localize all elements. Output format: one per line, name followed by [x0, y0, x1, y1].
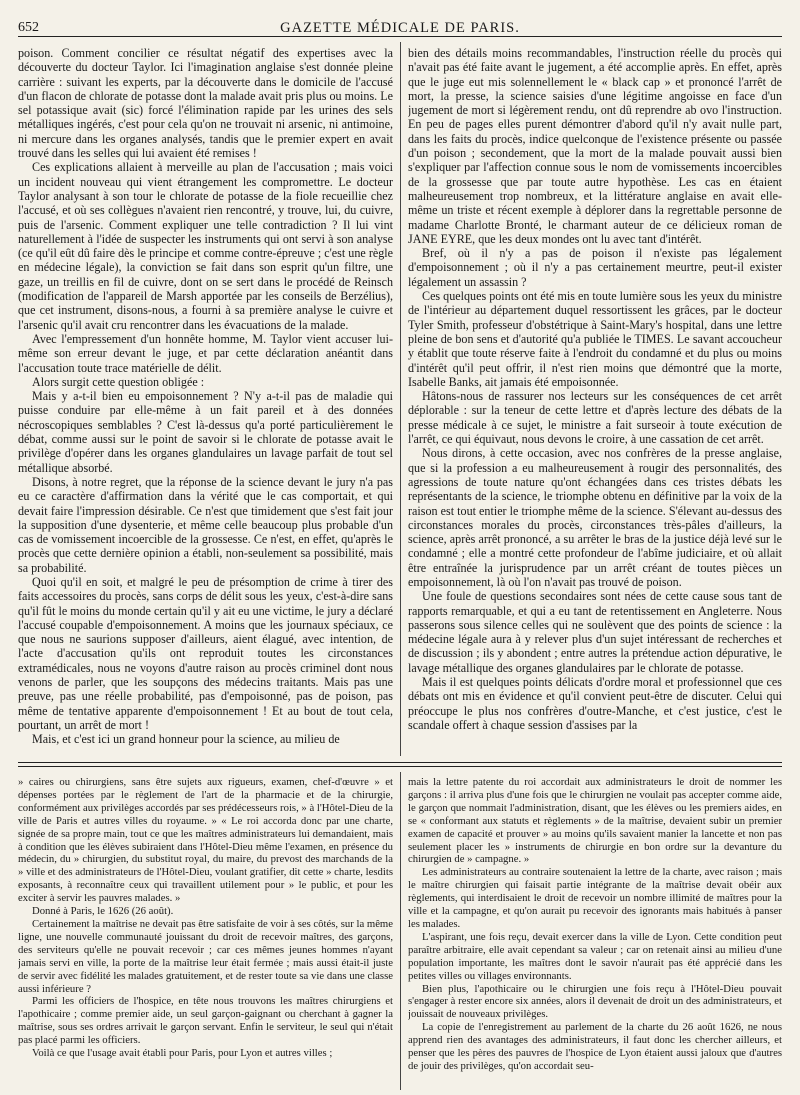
paragraph: Une foule de questions secondaires sont nées de cette cause sous tant de rapports remarquable, et qui a eu tant de retentissement en Angleterre. Nous passerons sous silence celles qui ne soulèvent que des points de science : la médecine légale aura à y relever plus d'un sujet intéressant de recherches et de discussion ; ils y abondent ; entre autres la prétendue action dépurative, le lavage métallique des organes glandulaires par le chlorate de potasse. [408, 589, 782, 675]
paragraph: L'aspirant, une fois reçu, devait exercer dans la ville de Lyon. Cette condition peut paraître arbitraire, elle avait cependant sa valeur ; car on retenait ainsi au milieu d'une population importante, les maîtres dont le savoir n'aurait pas été apprécié dans les petites villes ou villages environnants. [408, 930, 782, 982]
paragraph: La copie de l'enregistrement au parlement de la charte du 26 août 1626, ne nous apprend rien des avantages des administrateurs, il faut donc les chercher ailleurs, et penser que les pères des pauvres de l'hospice de Lyon étaient aussi jaloux que d'autres de jouir des privilèges, qu'on accordait seu- [408, 1021, 782, 1072]
paragraph: Bien plus, l'apothicaire ou le chirurgien une fois reçu à l'Hôtel-Dieu pouvait s'engager à rester encore six années, alors il devenait de droit un des administrateurs, et jouissait de nouveaux privilèges. [408, 982, 782, 1021]
paragraph: Avec l'empressement d'un honnête homme, M. Taylor vient accuser lui-même son erreur devant le juge, et par cette déclaration anéantit dans l'accusation toute trace matérielle de délit. [18, 331, 393, 375]
paragraph: Voilà ce que l'usage avait établi pour Paris, pour Lyon et autres villes ; [32, 1047, 333, 1060]
paragraph: Mais, et c'est ici un grand honneur pour la science, au milieu de [32, 732, 340, 747]
paragraph: Les administrateurs au contraire soutenaient la lettre de la charte, avec raison ; mais le maître chirurgien qui faisait partie intégrante de la maîtrise devait obéir aux règlements, qui interdisaient le droit de recevoir un nombre illimité de maîtres pour la ville et la campagne, et qu'on aurait pu recevoir des ignorants mais habitués à panser les malades. [408, 866, 782, 930]
paragraph: mais la lettre patente du roi accordait aux administrateurs le droit de nommer les garçons : il arriva plus d'une fois que le chirurgien ne voulait pas accepter comme aide, le garçon que nommait l'administration, disant, que les élèves ou les premiers aides, en se « conformant aux statuts et règlements » de la maîtrise, devaient subir un premier examen de capacité et prouver » au moins qu'ils savaient manier la lancette et non pas seulement placer les » instruments de chirurgie en bon ordre sur la devanture du chirurgien de » campagne. » [408, 776, 782, 866]
feuilleton-column-right [408, 776, 782, 1092]
paragraph: Certainement la maîtrise ne devait pas être satisfaite de voir à ses côtés, sur la même ligne, une nouvelle communauté jouissant du droit de recevoir maîtres, des garçons, des serviteurs qu'elle ne pouvait recevoir ; car ces mêmes jeunes hommes n'ayant jamais servi en ville, la porte de la maîtrise leur était fermée ; mais aussi était-il juste de servir avec fidélité les malades gratuitement, et de rester toute sa vie dans une classe aussi inférieure ? [18, 917, 393, 995]
paragraph: Ces explications allaient à merveille au plan de l'accusation ; mais voici un incident nouveau qui vient étrangement les compromettre. Le docteur Taylor analysant à son tour le chlorate de potasse de la fiole recueillie chez l'accusé, et où ses collègues n'avaient rien rencontré, y trouve, lui, du cuivre, puis de l'arsenic. Comment expliquer une telle contradiction ? Il lui vint naturellement à l'idée de suspecter les instruments qui ont servi à son analyse (ce qu'il eût dû faire dès le principe et comme contre-épreuve ; c'est une règle en médecine légale), la conviction se fait dans son esprit qu'un filtre, une gaze, un treillis en fil de cuivre, dont on se sert dans le procédé de Reinsch (modification de l'appareil de Marsh apportée par les conseils de Berzélius), que cet instrument, disons-nous, a fourni à sa première analyse le cuivre et l'arsenic qu'il avait cru rencontrer dans les évacuations de la malade. [18, 160, 393, 332]
column-divider [400, 42, 401, 756]
section-rule [18, 762, 782, 763]
paragraph: » caires ou chirurgiens, sans être sujets aux rigueurs, examen, chef-d'œuvre » et dépenses portées par le règlement de l'art de la pharmacie et de la chirurgie, conformément aux privilèges accordés par ses prédécesseurs rois, » à l'Hôtel-Dieu de la ville de Paris et autres villes du royaume. » « Le roi accorda donc par une charte, signée de sa propre main, tout ce que les maîtres administrateurs lui demandaient, mais à condition que les élèves subiraient dans l'Hôtel-Dieu même l'examen, en présence du médecin, du » chirurgien, du substitut royal, du maire, du prevost des marchands de la » ville et des administrateurs de l'Hôtel-Dieu, voulant gratifier, dit cette » charte, lesdits exposants, à reconnaître ceux qui travaillent utilement pour » le public, et pour les exciter à servir les pauvres malades. » [18, 776, 393, 905]
journal-title: GAZETTE MÉDICALE DE PARIS. [280, 20, 520, 36]
paragraph: Bref, où il n'y a pas de poison il n'existe pas légalement d'empoisonnement ; où il n'y a pas certainement meurtre, peut-il exister légalement un assassin ? [408, 246, 782, 289]
paragraph: Alors surgit cette question obligée : [32, 374, 205, 389]
page-number: 652 [18, 20, 39, 35]
article-column-left [18, 46, 393, 756]
column-divider [400, 772, 401, 1090]
paragraph: bien des détails moins recommandables, l'instruction réelle du procès qui n'avait pas été faite avant le jugement, a été accomplie après. En effet, après que le juge eut mis solennellement le « black cap » et prononcé l'arrêt de mort, la presse, la science saisies d'une légitime angoisse en face d'un jugement de mort si légèrement rendu, ont dû reprendre ab ovo l'instruction. En peu de pages elles purent démontrer d'abord qu'il n'y avait nulle part, dans les faits du procès, indice quelconque de l'existence présente ou passée d'un poison ; secondement, que la mort de la malade pouvait aussi bien s'expliquer par l'affection connue sous le nom de vomissements incoercibles de la grossesse que par toute autre hypothèse. Les cas en étaient malheureusement trop nombreux, et la littérature anglaise en avait elle-même un triste et récent exemple à déplorer dans la regrettable personne de madame Charlotte Bronté, le charmant auteur de ce délicieux roman de JANE EYRE, que les deux mondes ont lu avec tant d'intérêt. [408, 46, 782, 246]
paragraph: Parmi les officiers de l'hospice, en tête nous trouvons les maîtres chirurgiens et l'apothicaire ; comme premier aide, un seul garçon-gaignant ou cherchant à gagner la maîtrise, sous ses ordres arrivait le garçon servant. Enfin le serviteur, le seul qui n'était pas placé parmi les officiers. [18, 995, 393, 1047]
paragraph: Quoi qu'il en soit, et malgré le peu de présomption de crime à tirer des faits accessoires du procès, sans corps de délit sous les yeux, c'est-à-dire sans qu'il fût le moins du monde certain qu'il y ait eu une victime, le jury a déclaré l'accusé coupable d'empoisonnement. A moins que les journaux spéciaux, ce que nous ne saurions supposer d'ailleurs, aient élagué, avec intention, de l'acte d'accusation qu'ils ont reproduit toutes les circonstances extramédicales, nous ne voyons d'autre raison au procès criminel dont nous venons de parler, que les soupçons des médecins traitants. Mais pas une preuve, pas une réelle probabilité, pas d'empoisonné, pas de poison, pas même de tentative apparente d'empoisonnement ! Et au bout de tout cela, pourtant, un arrêt de mort ! [18, 574, 393, 732]
feuilleton-column-left [18, 776, 393, 1092]
paragraph: Ces quelques points ont été mis en toute lumière sous les yeux du ministre de l'intérieur au département duquel ressortissent les grâces, par le docteur Tyler Smith, professeur d'obstétrique à Saint-Mary's hospital, dans une lettre pleine de bon sens et d'autorité qu'a publiée le TIMES. Le savant accoucheur y établit que toute réserve faite à l'endroit du condamné et du plus ou moins d'intérêt qu'il peut offrir, il n'est rien moins que démontré que la morte, Isabelle Banks, ait jamais été empoisonnée. [408, 289, 782, 389]
paragraph: Donné à Paris, le 1626 (26 août). [32, 905, 174, 918]
paragraph: Hâtons-nous de rassurer nos lecteurs sur les conséquences de cet arrêt déplorable : sur la teneur de cette lettre et d'après lecture des débats de la presse médicale à ce sujet, le ministre a fait surseoir à toute exécution de l'arrêt, ce qui équivaut, nous devons le croire, à une cassation de cet arrêt. [408, 389, 782, 447]
paragraph: poison. Comment concilier ce résultat négatif des expertises avec la découverte du docteur Taylor. Ici l'imagination anglaise s'est donnée pleine carrière : suivant les experts, par la découverte dans le domicile de l'accusé d'un flacon de chlorate de potasse dont la malade avait pris plus ou moins. Le sel potassique avait (sic) forcé l'élimination rapide par les urines des sels métalliques ingérés, c'est pour cela qu'on ne trouvait ni arsenic, ni antimoine, ni mercure dans les organes analysés, tandis que le premier expert en avait trouvé dans les selles qui lui avaient été remises ! [18, 46, 393, 161]
paragraph: Nous dirons, à cette occasion, avec nos confrères de la presse anglaise, que si la profession a eu malheureusement à rougir des personnalités, des agressions de toute nature qu'ont échangées dans ces tristes débats les représentants de la science, le triomphe obtenu en définitive par la voix de la raison est tout entier le triomphe même de la science. S'élevant au-dessus des circonstances morales du procès, circonstances très-pâles d'ailleurs, la science, après arrêt prononcé, a su arrêter le bras de la justice déjà levé sur le condamné ; elle a montré cette profondeur de l'abîme judiciaire, et où allait être entraînée la jurisprudence par un arrêt créant de toutes pièces un empoisonnement, là où l'on n'avait pas trouvé de poison. [408, 446, 782, 589]
paragraph: Disons, à notre regret, que la réponse de la science devant le jury n'a pas eu ce caractère d'affirmation dans la vérité que le cas comportait, et qui devait faire l'impression désirable. Ce n'est que timidement que s'est fait jour la supposition d'une dysenterie, et même celle beaucoup plus probable d'un cas de vomissement incoercible de la grossesse. Ce n'est, en effet, qu'après le procès que cette dernière opinion a établi, non-seulement sa possibilité, mais sa probabilité. [18, 474, 393, 575]
section-rule [18, 766, 782, 767]
article-column-right [408, 46, 782, 756]
page-header [18, 16, 782, 37]
paragraph: Mais y a-t-il bien eu empoisonnement ? N'y a-t-il pas de maladie qui puisse conduire par elle-même à un fait pareil et à des données nécroscopiques semblables ? C'est là-dessus qu'a porté particulièrement le débat, comme aussi sur le point de savoir si le chlorate de potasse avait le privilège d'opérer dans les organes glandulaires un lavage parfait de tout sel métallique absorbé. [18, 389, 393, 475]
paragraph: Mais il est quelques points délicats d'ordre moral et professionnel que ces débats ont mis en évidence et qu'il convient peut-être de discuter. Celui qui préoccupe le plus nos confrères d'outre-Manche, et c'est justice, c'est le scandale offert à chaque session d'assises par la [408, 675, 782, 732]
